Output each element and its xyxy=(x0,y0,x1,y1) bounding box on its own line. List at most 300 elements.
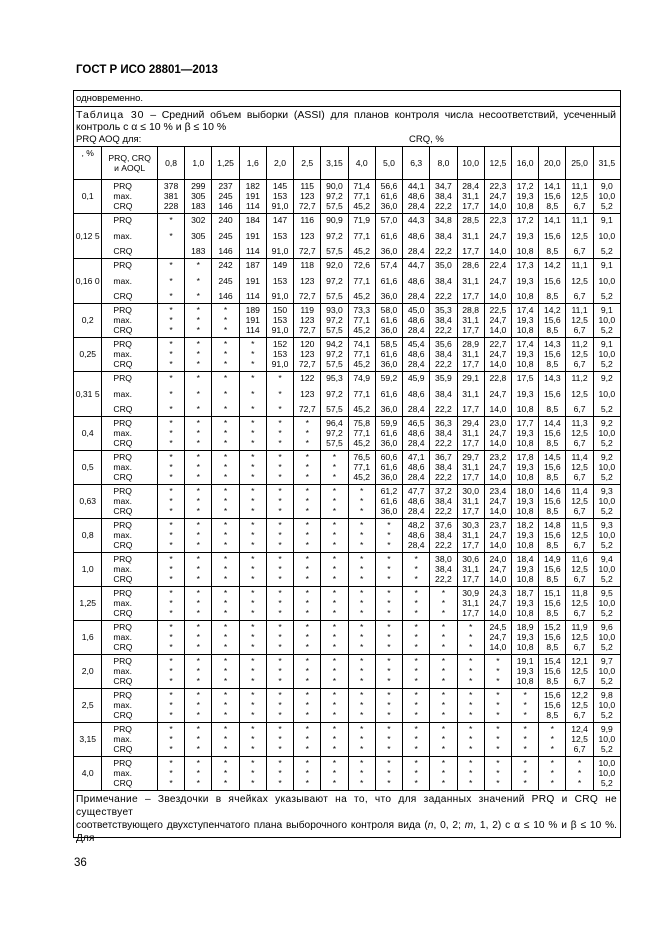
cell-value: 10,8 xyxy=(516,325,534,335)
cell-value: 15,6 xyxy=(543,388,561,399)
value-cell xyxy=(239,587,266,621)
cell-value: 72,7 xyxy=(298,325,316,335)
cell-value: 5,2 xyxy=(600,246,613,256)
cell-value: * xyxy=(196,339,200,349)
value-cell xyxy=(266,553,293,587)
cell-value: 5,2 xyxy=(600,642,613,652)
value-cell xyxy=(294,485,321,519)
cell-value: * xyxy=(169,404,173,414)
row-type-label: max. xyxy=(113,700,132,710)
value-cell xyxy=(212,655,239,689)
cell-value: 14,0 xyxy=(489,540,507,550)
cell-value: * xyxy=(223,554,228,564)
row-types xyxy=(102,655,158,689)
row-types xyxy=(102,304,158,338)
cell-value: 150 xyxy=(272,305,288,315)
cell-value: 97,2 xyxy=(326,315,343,325)
cell-value: 19,3 xyxy=(516,315,534,325)
cell-value: 14,1 xyxy=(543,181,561,191)
cell-value: 5,2 xyxy=(600,201,613,211)
cell-value: * xyxy=(196,472,200,482)
value-cell xyxy=(157,304,184,338)
value-cell xyxy=(484,451,511,485)
cell-value: 14,0 xyxy=(489,246,507,256)
cell-value: * xyxy=(360,778,364,788)
cell-value: 15,6 xyxy=(543,191,561,201)
cell-value: * xyxy=(196,564,200,574)
value-cell xyxy=(375,553,402,587)
cell-value: * xyxy=(496,666,500,676)
cell-value: * xyxy=(496,676,500,686)
cell-value: * xyxy=(169,540,173,550)
value-cell xyxy=(593,417,620,451)
cell-value: * xyxy=(387,588,391,598)
cell-value: 10,8 xyxy=(516,608,534,618)
value-cell xyxy=(484,485,511,519)
cell-value: 10,0 xyxy=(598,598,616,608)
cell-value: * xyxy=(577,778,582,788)
row-type-label: PRQ xyxy=(113,622,132,632)
value-cell xyxy=(294,304,321,338)
value-cell xyxy=(212,485,239,519)
row-type-label: CRQ xyxy=(113,472,133,482)
cell-value: 10,0 xyxy=(598,349,616,359)
cell-value: * xyxy=(387,554,391,564)
cell-value: 9,2 xyxy=(600,373,613,383)
prq-value: 0,5 xyxy=(74,451,102,485)
cell-value: * xyxy=(577,768,582,778)
value-cell xyxy=(266,180,293,214)
cell-value: * xyxy=(196,666,200,676)
value-cell xyxy=(157,417,184,451)
cell-value: 37,6 xyxy=(435,520,452,530)
value-cell xyxy=(375,757,402,791)
cell-value: * xyxy=(196,428,200,438)
cell-value: 77,1 xyxy=(353,349,371,359)
cell-value: * xyxy=(360,642,364,652)
value-cell xyxy=(266,338,293,372)
cell-value: * xyxy=(223,700,228,710)
cell-value: * xyxy=(523,724,527,734)
cell-value: 38,4 xyxy=(435,428,452,438)
row-type-label: max. xyxy=(113,598,132,608)
value-cell xyxy=(430,214,457,259)
cell-value: 10,0 xyxy=(598,530,616,540)
cell-value: 19,3 xyxy=(516,632,534,642)
value-cell xyxy=(185,214,212,259)
row-type-label: PRQ xyxy=(113,181,132,191)
cell-value: * xyxy=(223,325,228,335)
cell-value: 10,0 xyxy=(598,230,616,241)
cell-value: * xyxy=(223,622,228,632)
row-type-label: CRQ xyxy=(113,359,133,369)
cell-value: * xyxy=(196,632,200,642)
cell-value: 191 xyxy=(245,191,260,201)
cell-value: 30,0 xyxy=(462,486,480,496)
cell-value: * xyxy=(169,472,173,482)
table-row xyxy=(74,757,621,791)
value-cell xyxy=(212,259,239,304)
value-cell xyxy=(239,372,266,417)
cell-value: * xyxy=(196,418,200,428)
cell-value: 10,0 xyxy=(598,758,616,768)
value-cell xyxy=(212,757,239,791)
value-cell xyxy=(294,180,321,214)
cell-value: * xyxy=(441,734,446,744)
cell-value: * xyxy=(169,349,173,359)
cell-value: * xyxy=(251,734,255,744)
cell-value: * xyxy=(223,588,228,598)
value-cell xyxy=(294,655,321,689)
cell-value: 61,6 xyxy=(380,428,398,438)
cell-value: * xyxy=(387,574,391,584)
row-type-label: max. xyxy=(113,191,132,201)
cell-value: * xyxy=(223,486,228,496)
cell-value: 123 xyxy=(300,230,315,241)
cell-value: * xyxy=(360,574,364,584)
cell-value: * xyxy=(468,778,473,788)
cell-value: * xyxy=(223,540,228,550)
value-cell xyxy=(266,757,293,791)
cell-value: 48,6 xyxy=(407,428,425,438)
cell-value: 9,1 xyxy=(600,260,613,270)
cell-value: * xyxy=(414,676,418,686)
prq-value: 0,12 5 xyxy=(74,214,102,259)
value-cell xyxy=(266,587,293,621)
value-cell xyxy=(348,519,375,553)
value-cell xyxy=(484,338,511,372)
cell-value: 6,7 xyxy=(573,506,586,516)
value-cell xyxy=(539,689,566,723)
cell-value: * xyxy=(196,530,200,540)
cell-value: 11,2 xyxy=(571,373,588,383)
value-cell xyxy=(539,655,566,689)
row-type-label: PRQ xyxy=(113,215,132,225)
value-cell xyxy=(321,338,348,372)
cell-value: 23,7 xyxy=(489,520,507,530)
cell-value: 15,6 xyxy=(543,315,561,325)
cell-value: * xyxy=(332,666,337,676)
cell-value: * xyxy=(387,758,391,768)
value-cell xyxy=(294,587,321,621)
cell-value: * xyxy=(468,632,473,642)
cell-value: 97,2 xyxy=(326,428,343,438)
value-cell xyxy=(512,259,539,304)
cell-value: 302 xyxy=(191,215,206,225)
cell-value: 12,2 xyxy=(571,690,588,700)
value-cell xyxy=(403,304,430,338)
value-cell xyxy=(457,338,484,372)
row-type-label: CRQ xyxy=(113,246,133,256)
table-row xyxy=(74,655,621,689)
cell-value: * xyxy=(169,666,173,676)
cell-value: * xyxy=(305,554,309,564)
cell-value: 182 xyxy=(245,181,260,191)
cell-value: * xyxy=(414,642,418,652)
cell-value: 28,4 xyxy=(407,404,425,414)
cell-value: * xyxy=(223,462,228,472)
cell-value: 119 xyxy=(300,305,315,315)
value-cell xyxy=(512,587,539,621)
cell-value: 24,0 xyxy=(489,554,507,564)
value-cell xyxy=(348,214,375,259)
value-cell xyxy=(212,723,239,757)
value-cell xyxy=(430,417,457,451)
cell-value: 153 xyxy=(272,191,288,201)
cell-value: * xyxy=(332,744,337,754)
cell-value: * xyxy=(169,305,173,315)
cell-value: * xyxy=(414,588,418,598)
cell-value: 9,0 xyxy=(600,181,613,191)
value-cell xyxy=(212,180,239,214)
value-cell xyxy=(539,372,566,417)
value-cell xyxy=(212,304,239,338)
cell-value: 28,4 xyxy=(407,540,425,550)
value-cell xyxy=(539,304,566,338)
row-type-label: CRQ xyxy=(113,291,133,301)
cell-value: 24,7 xyxy=(489,349,507,359)
cell-value: * xyxy=(196,486,200,496)
row-types xyxy=(102,338,158,372)
cell-value: 31,1 xyxy=(462,191,480,201)
cell-value: 57,0 xyxy=(380,215,398,225)
cell-value: 19,3 xyxy=(516,598,534,608)
value-cell xyxy=(375,180,402,214)
value-cell xyxy=(593,519,620,553)
cell-value: * xyxy=(441,758,446,768)
cell-value: * xyxy=(169,632,173,642)
cell-value: 8,5 xyxy=(546,472,559,482)
cell-value: * xyxy=(468,768,473,778)
value-cell xyxy=(239,451,266,485)
value-cell xyxy=(566,553,593,587)
value-cell xyxy=(566,587,593,621)
cell-value: * xyxy=(251,462,255,472)
row-type-label: max. xyxy=(113,768,132,778)
cell-value: * xyxy=(496,656,500,666)
cell-value: * xyxy=(278,622,282,632)
cell-value: * xyxy=(387,778,391,788)
cell-value: * xyxy=(332,734,337,744)
cell-value: * xyxy=(305,676,309,686)
cell-value: 10,0 xyxy=(598,666,616,676)
cell-value: * xyxy=(468,758,473,768)
cell-value: * xyxy=(251,438,255,448)
value-cell xyxy=(185,587,212,621)
cell-value: * xyxy=(360,758,364,768)
value-cell xyxy=(403,214,430,259)
value-cell xyxy=(185,655,212,689)
cell-value: * xyxy=(169,452,173,462)
cell-value: * xyxy=(223,428,228,438)
cell-value: * xyxy=(550,768,555,778)
value-cell xyxy=(157,259,184,304)
cell-value: * xyxy=(305,758,309,768)
cell-value: * xyxy=(496,700,500,710)
cell-value: 15,6 xyxy=(543,230,561,241)
cell-value: 28,4 xyxy=(407,246,425,256)
cell-value: * xyxy=(441,700,446,710)
cell-value: 8,5 xyxy=(546,246,559,256)
cell-value: * xyxy=(332,554,337,564)
cell-value: 5,2 xyxy=(600,778,613,788)
cell-value: 114 xyxy=(245,246,260,256)
value-cell xyxy=(512,214,539,259)
cell-value: * xyxy=(523,734,527,744)
value-cell xyxy=(430,180,457,214)
value-cell xyxy=(266,451,293,485)
value-cell xyxy=(430,304,457,338)
cell-value: * xyxy=(305,656,309,666)
cell-value: 19,3 xyxy=(516,349,534,359)
cell-value: * xyxy=(360,632,364,642)
cell-value: 14,0 xyxy=(489,472,507,482)
cell-value: * xyxy=(223,574,228,584)
cell-value: * xyxy=(332,540,337,550)
cell-value: * xyxy=(441,608,446,618)
cell-value: * xyxy=(278,676,282,686)
cell-value: 17,7 xyxy=(462,404,480,414)
cell-value: * xyxy=(169,700,173,710)
cell-value: * xyxy=(251,554,255,564)
header-crq-value: 0,8 xyxy=(157,147,184,180)
cell-value: * xyxy=(251,710,255,720)
row-type-label: CRQ xyxy=(113,438,133,448)
cell-value: 28,4 xyxy=(407,506,425,516)
cell-value: * xyxy=(332,574,337,584)
cell-value: * xyxy=(169,428,173,438)
cell-value: 8,5 xyxy=(546,608,559,618)
value-cell xyxy=(321,180,348,214)
cell-value: * xyxy=(360,506,364,516)
value-cell xyxy=(430,723,457,757)
value-cell xyxy=(539,338,566,372)
cell-value: 5,2 xyxy=(600,291,613,301)
cell-value: * xyxy=(360,768,364,778)
value-cell xyxy=(484,372,511,417)
cell-value: 9,3 xyxy=(600,486,613,496)
cell-value: 14,0 xyxy=(489,642,507,652)
value-cell xyxy=(457,372,484,417)
header-crq-value: 1,0 xyxy=(185,147,212,180)
cell-value: * xyxy=(223,710,228,720)
cell-value: * xyxy=(468,676,473,686)
value-cell xyxy=(512,553,539,587)
cell-value: 10,8 xyxy=(516,291,534,301)
cell-value: * xyxy=(251,530,255,540)
value-cell xyxy=(512,655,539,689)
cell-value: 14,0 xyxy=(489,359,507,369)
cell-value: 14,6 xyxy=(543,486,561,496)
value-cell xyxy=(294,259,321,304)
value-cell xyxy=(157,723,184,757)
cell-value: * xyxy=(278,540,282,550)
cell-value: 73,3 xyxy=(353,305,371,315)
row-type-label: CRQ xyxy=(113,325,133,335)
value-cell xyxy=(239,214,266,259)
cell-value: 24,7 xyxy=(489,598,507,608)
cell-value: 24,7 xyxy=(489,530,507,540)
value-cell xyxy=(539,757,566,791)
cell-value: * xyxy=(278,588,282,598)
header-crq-value: 1,25 xyxy=(212,147,239,180)
value-cell xyxy=(348,655,375,689)
cell-value: 15,6 xyxy=(543,598,561,608)
cell-value: 8,5 xyxy=(546,359,559,369)
row-types xyxy=(102,214,158,259)
prq-value: 2,5 xyxy=(74,689,102,723)
value-cell xyxy=(212,621,239,655)
cell-value: 19,3 xyxy=(516,530,534,540)
cell-value: 22,2 xyxy=(435,540,452,550)
value-cell xyxy=(185,757,212,791)
cell-value: * xyxy=(278,744,282,754)
cell-value: * xyxy=(278,574,282,584)
cell-value: 8,5 xyxy=(546,574,559,584)
value-cell xyxy=(484,723,511,757)
value-cell xyxy=(566,417,593,451)
cell-value: 123 xyxy=(300,191,315,201)
value-cell xyxy=(185,304,212,338)
cell-value: 17,7 xyxy=(462,291,480,301)
cell-value: 6,7 xyxy=(573,246,586,256)
cell-value: * xyxy=(414,744,418,754)
prq-value: 0,4 xyxy=(74,417,102,451)
cell-value: 10,8 xyxy=(516,201,534,211)
cell-value: * xyxy=(496,778,500,788)
cell-value: * xyxy=(169,275,173,286)
cell-value: * xyxy=(169,758,173,768)
cell-value: * xyxy=(223,305,228,315)
cell-value: * xyxy=(441,768,446,778)
cell-value: * xyxy=(251,622,255,632)
cell-value: 44,1 xyxy=(407,181,425,191)
cell-value: * xyxy=(332,520,337,530)
cell-value: * xyxy=(278,656,282,666)
cell-value: 48,6 xyxy=(407,462,425,472)
cell-value: 245 xyxy=(218,230,233,241)
cell-value: 10,8 xyxy=(516,246,534,256)
cell-value: * xyxy=(278,462,282,472)
cell-value: * xyxy=(196,598,200,608)
cell-value: 10,8 xyxy=(516,359,534,369)
cell-value: 71,9 xyxy=(353,215,371,225)
cell-value: * xyxy=(196,588,200,598)
cell-value: 94,2 xyxy=(326,339,343,349)
value-cell xyxy=(457,451,484,485)
cell-value: * xyxy=(305,724,309,734)
cell-value: * xyxy=(387,768,391,778)
cell-value: 45,2 xyxy=(353,404,371,414)
row-types xyxy=(102,417,158,451)
cell-value: * xyxy=(196,520,200,530)
cell-value: * xyxy=(441,642,446,652)
cell-value: 38,4 xyxy=(435,191,452,201)
cell-value: * xyxy=(278,418,282,428)
cell-value: * xyxy=(305,734,309,744)
value-cell xyxy=(321,485,348,519)
caption-text: – Средний объем выборки (ASSI) для планов контроля числа несоответствий, усеченный контроль с α ≤ 10 % и β ≤ 10 % xyxy=(76,109,616,133)
cell-value: 147 xyxy=(272,215,288,225)
value-cell xyxy=(157,587,184,621)
cell-value: 77,1 xyxy=(353,275,371,286)
cell-value: 57,5 xyxy=(326,201,343,211)
value-cell xyxy=(430,553,457,587)
cell-value: 23,4 xyxy=(489,486,507,496)
cell-value: * xyxy=(523,700,527,710)
cell-value: 17,8 xyxy=(516,452,534,462)
value-cell xyxy=(430,372,457,417)
